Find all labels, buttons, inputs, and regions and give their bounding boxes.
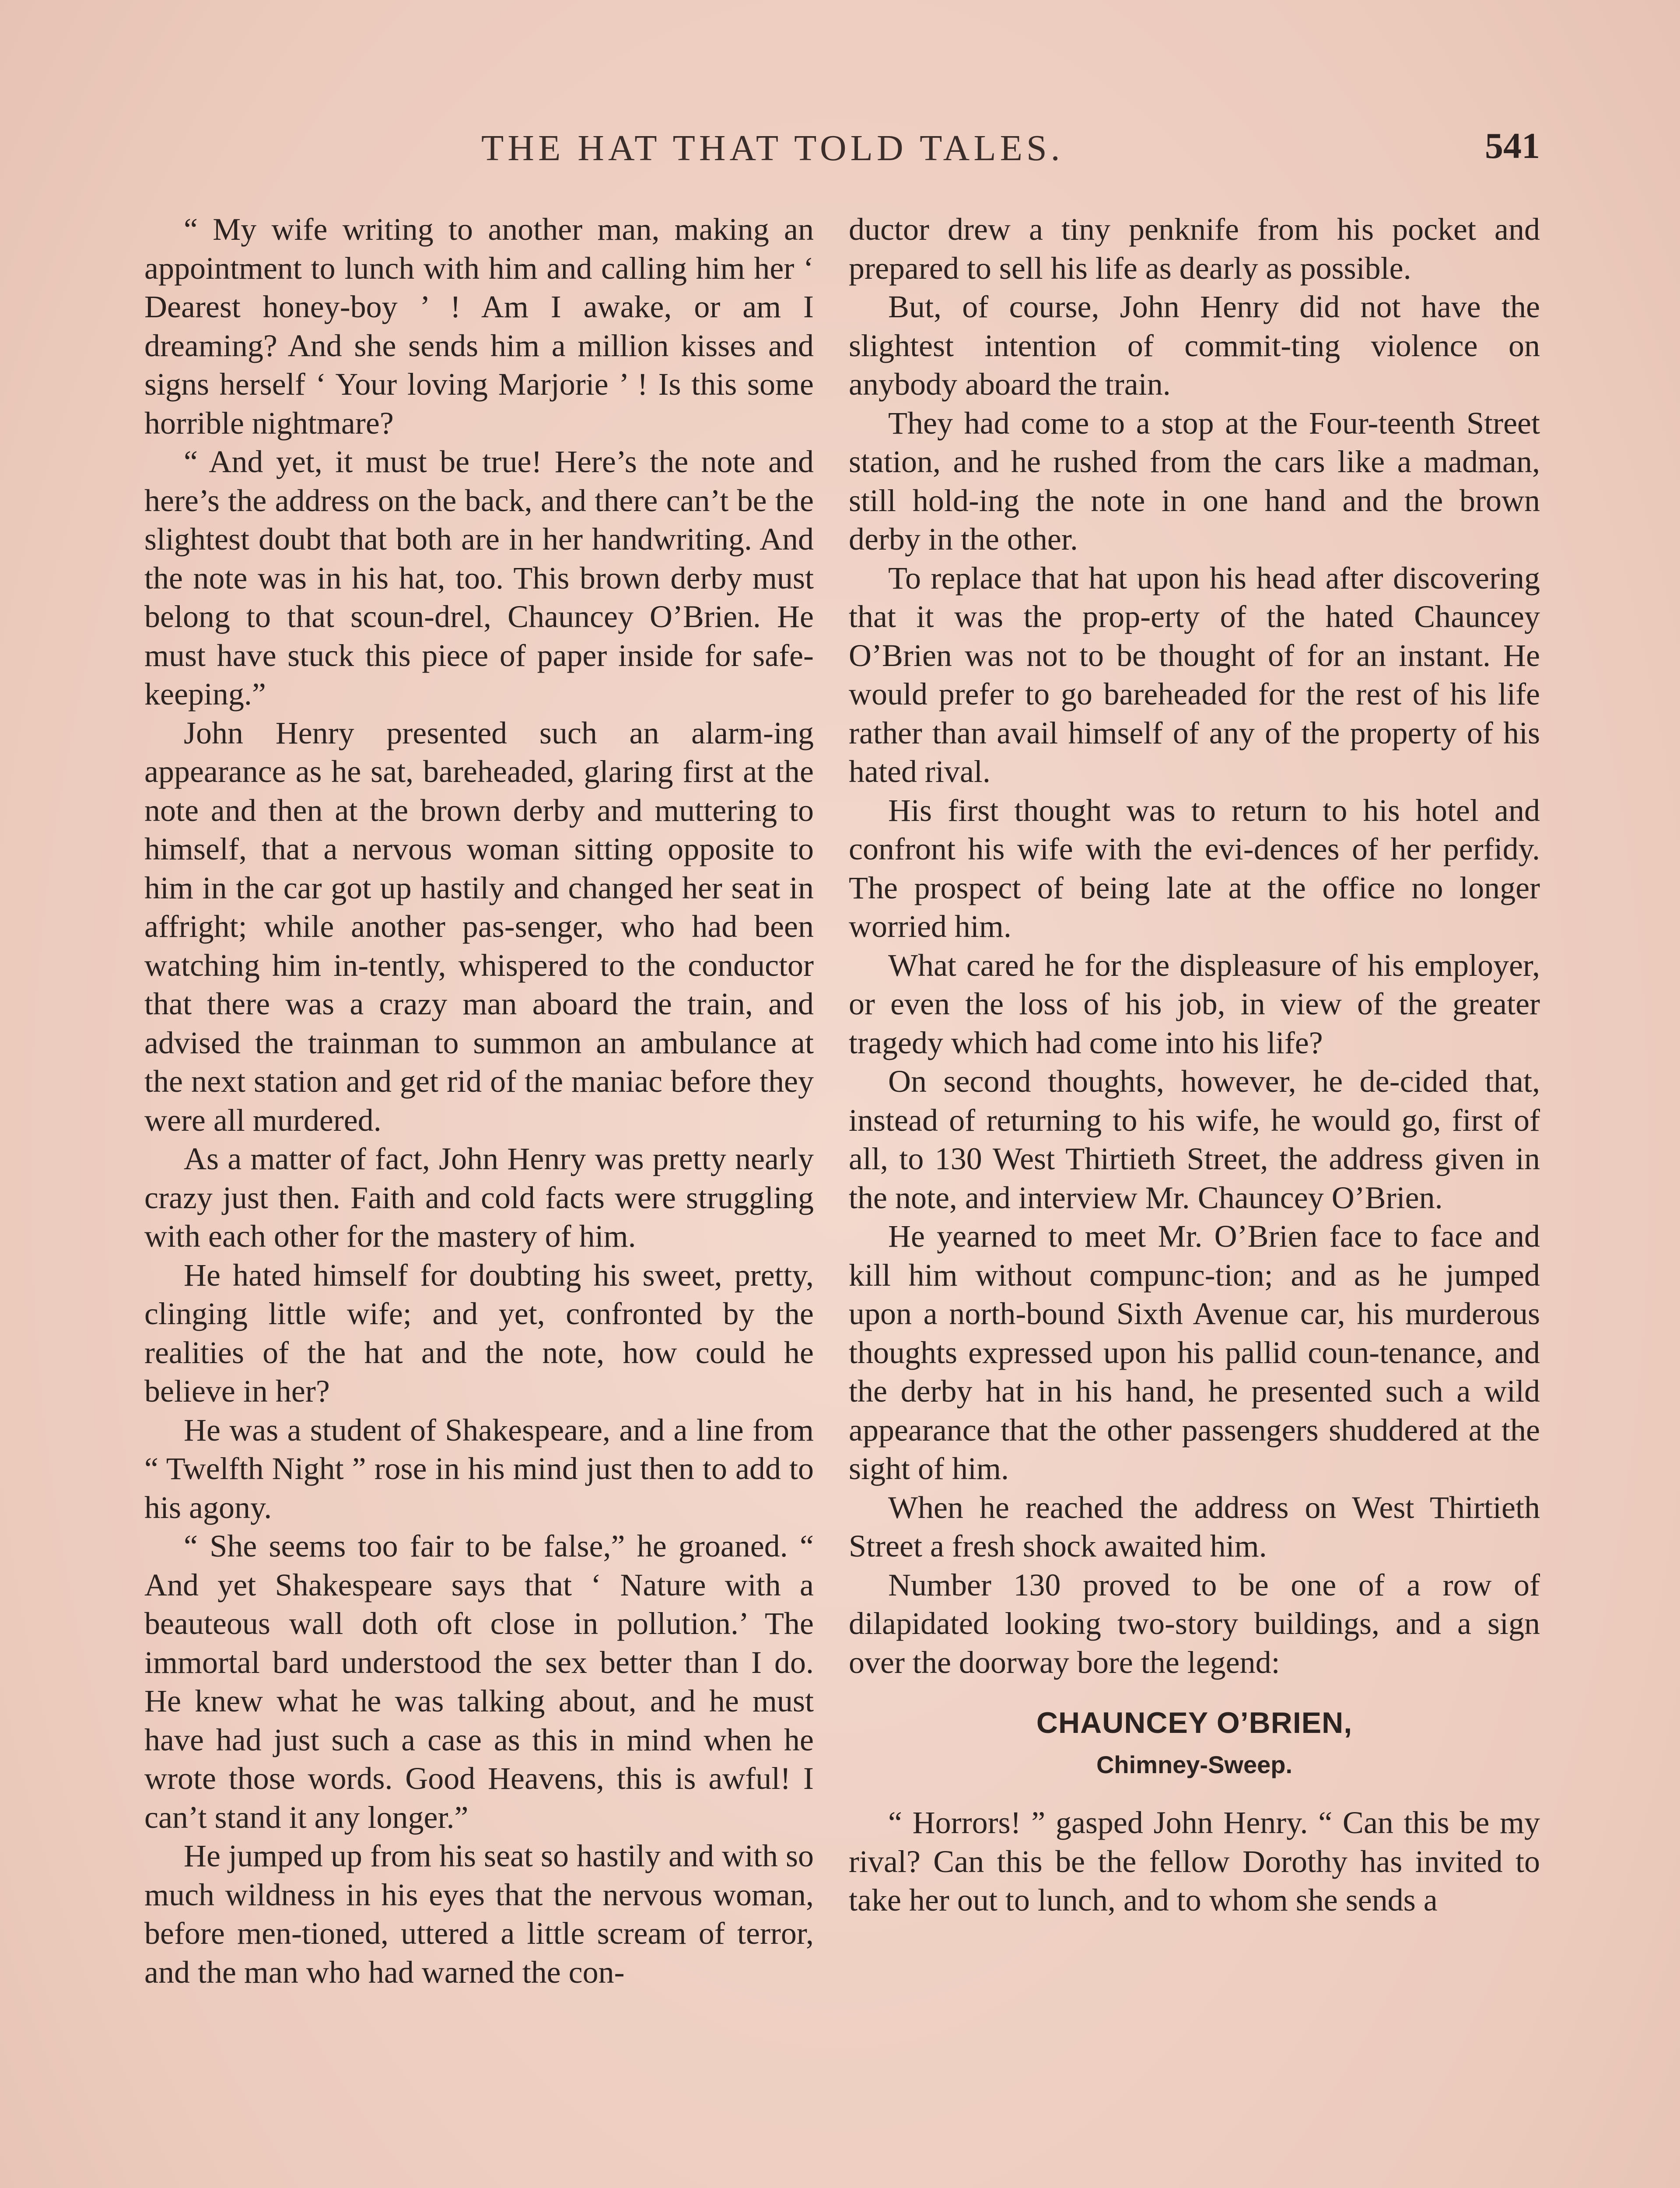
paragraph: To replace that hat upon his head after discovering that it was the prop-erty of the hated Chauncey O’Brien was not to be thought of for an instant. He would prefer to go bareheaded for the rest of his life rather than avail himself of any of the property of his hated rival. [849, 560, 1540, 789]
paragraph: He jumped up from his seat so hastily and with so much wildness in his eyes that the nervous woman, before men-tioned, uttered a little scream of terror, and the man who had warned the con- [144, 1838, 814, 1990]
left-column [144, 210, 814, 1992]
sign-name: CHAUNCEY O’BRIEN, [1036, 1706, 1353, 1739]
paragraph: He was a student of Shakespeare, and a line from “ Twelfth Night ” rose in his mind just then to add to his agony. [144, 1412, 814, 1525]
paragraph: “ My wife writing to another man, making an appointment to lunch with him and calling him her ‘ Dearest honey-boy ’ ! Am I awake, or am I dreaming? And she sends him a million kisses and signs herself ‘ Your loving Marjorie ’ ! Is this some horrible nightmare? [144, 212, 814, 441]
paragraph: His first thought was to return to his hotel and confront his wife with the evi-dences of her perfidy. The prospect of being late at the office no longer worried him. [849, 792, 1540, 944]
paragraph: But, of course, John Henry did not have the slightest intention of commit-ting violence on anybody aboard the train. [849, 289, 1540, 402]
paragraph: As a matter of fact, John Henry was pretty nearly crazy just then. Faith and cold facts were struggling with each other for the mastery of him. [144, 1141, 814, 1254]
shop-sign [849, 1702, 1540, 1786]
page-number: 541 [1485, 126, 1540, 166]
paragraph: “ Horrors! ” gasped John Henry. “ Can this be my rival? Can this be the fellow Dorothy has invited to take her out to lunch, and to whom she sends a [849, 1805, 1540, 1918]
paragraph: On second thoughts, however, he de-cided that, instead of returning to his wife, he would go, first of all, to 130 West Thirtieth Street, the address given in the note, and interview Mr. Chauncey O’Brien. [849, 1064, 1540, 1215]
paragraph: When he reached the address on West Thirtieth Street a fresh shock awaited him. [849, 1490, 1540, 1564]
paragraph: “ And yet, it must be true! Here’s the note and here’s the address on the back, and there can’t be the slightest doubt that both are in her handwriting. And the note was in his hat, too. This brown derby must belong to that scoun-drel, Chauncey O’Brien. He must have stuck this piece of paper inside for safe-keeping.” [144, 444, 814, 712]
paragraph-continuation: ductor drew a tiny penknife from his pocket and prepared to sell his life as dearly as possible. [849, 212, 1540, 286]
paragraph: “ She seems too fair to be false,” he groaned. “ And yet Shakespeare says that ‘ Nature with a beauteous wall doth oft close in pollution.’ The immortal bard understood the sex better than I do. He knew what he was talking about, and he must have had just such a case as this in mind when he wrote those words. Good Heavens, this is awful! I can’t stand it any longer.” [144, 1529, 814, 1835]
paragraph: John Henry presented such an alarm-ing appearance as he sat, bareheaded, glaring first at the note and then at the brown derby and muttering to himself, that a nervous woman sitting opposite to him in the car got up hastily and changed her seat in affright; while another pas-senger, who had been watching him in-tently, whispered to the conductor that there was a crazy man aboard the train, and advised the trainman to summon an ambulance at the next station and get rid of the maniac before they were all murdered. [144, 715, 814, 1138]
right-column [849, 210, 1540, 1920]
paragraph: They had come to a stop at the Four-teenth Street station, and he rushed from the cars like a madman, still hold-ing the note in one hand and the brown derby in the other. [849, 405, 1540, 557]
paragraph: Number 130 proved to be one of a row of dilapidated looking two-story buildings, and a sign over the doorway bore the legend: [849, 1567, 1540, 1680]
paragraph: He yearned to meet Mr. O’Brien face to face and kill him without compunc-tion; and as he jumped upon a north-bound Sixth Avenue car, his murderous thoughts expressed upon his pallid coun-tenance, and the derby hat in his hand, he presented such a wild appearance that the other passengers shuddered at the sight of him. [849, 1219, 1540, 1486]
running-title: THE HAT THAT TOLD TALES. [481, 128, 1064, 168]
paragraph: He hated himself for doubting his sweet, pretty, clinging little wife; and yet, confronted by the realities of the hat and the note, how could he believe in her? [144, 1257, 814, 1409]
sign-occupation: Chimney-Sweep. [1096, 1751, 1293, 1778]
paragraph: What cared he for the displeasure of his employer, or even the loss of his job, in view of the greater tragedy which had come into his life? [849, 947, 1540, 1060]
